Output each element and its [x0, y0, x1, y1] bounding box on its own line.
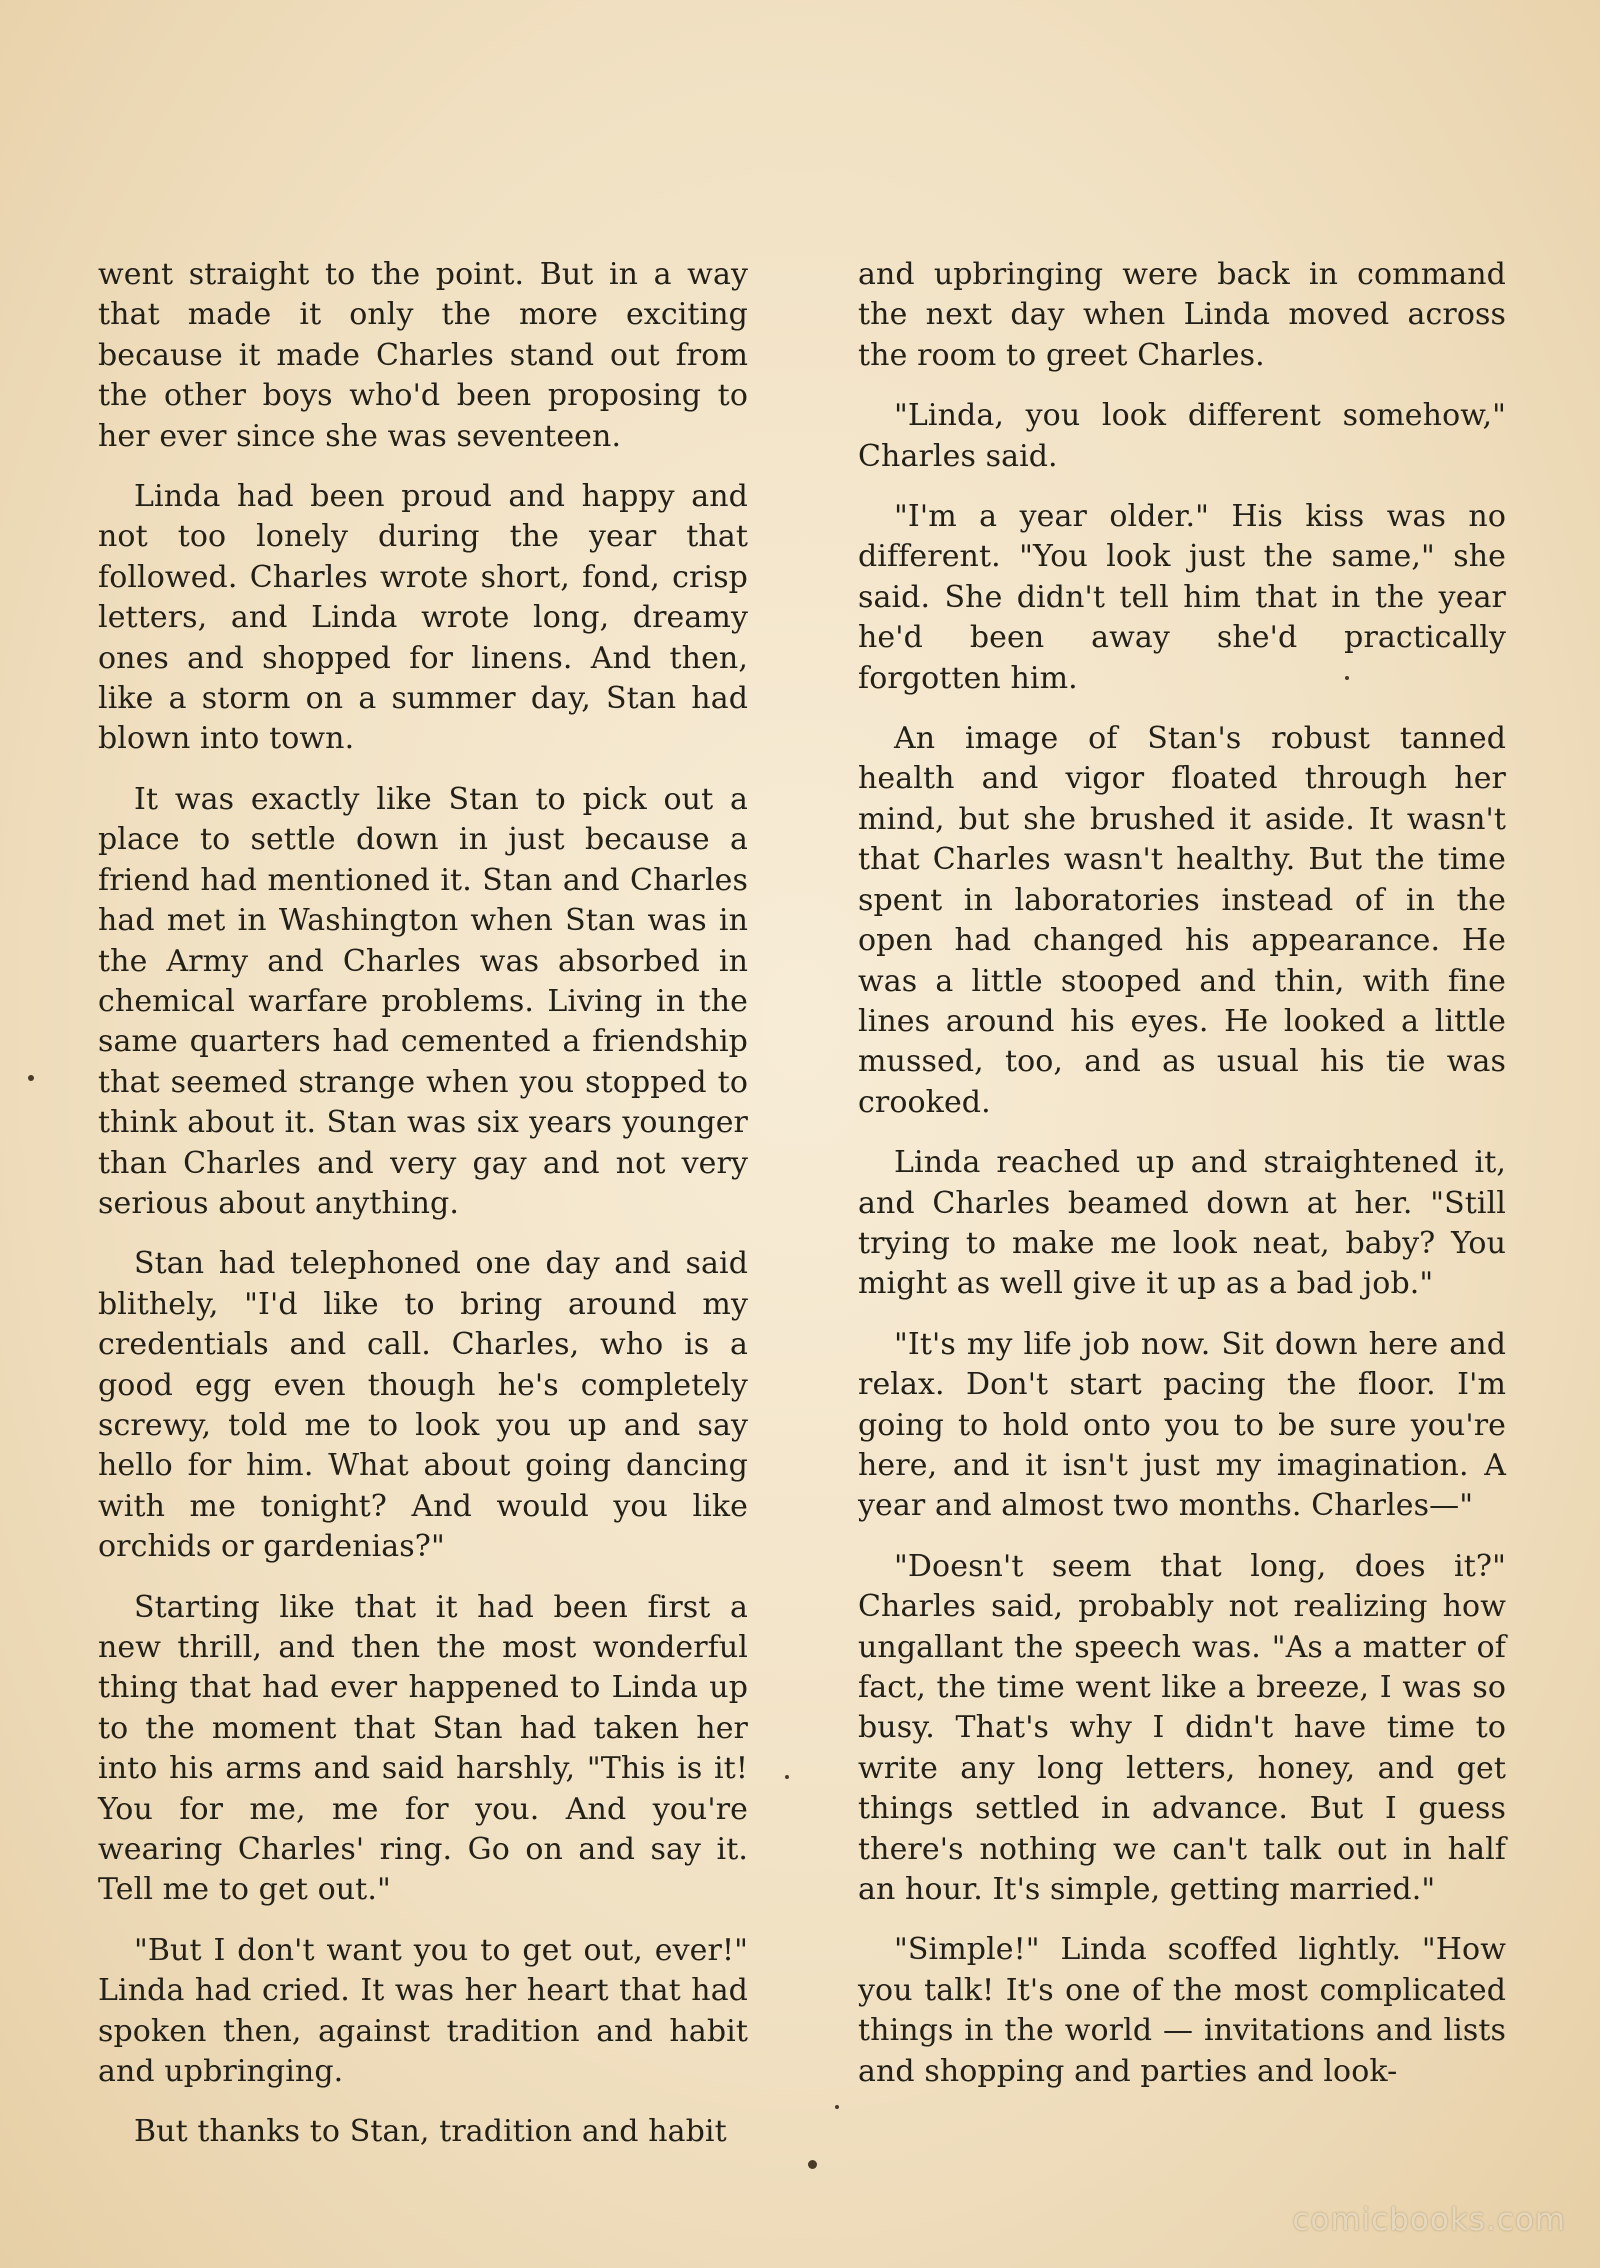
left-text-column — [98, 255, 748, 2153]
paragraph: "It's my life job now. Sit down here and relax. Don't start pacing the floor. I'm going to hold onto you to be sure you're here, and it isn't just my imagination. A year and almost two months. Charles—" — [858, 1326, 1506, 1524]
paper-speck — [785, 1775, 789, 1779]
paragraph: "But I don't want you to get out, ever!" Linda had cried. It was her heart that had spoken then, against tradition and habit and upbringing. — [98, 1932, 748, 2090]
paper-speck — [28, 1075, 34, 1081]
paragraph: Linda had been proud and happy and not too lonely during the year that followed. Charles wrote short, fond, crisp letters, and Linda wrote long, dreamy ones and shopped for linens. And then, like a storm on a summer day, Stan had blown into town. — [98, 479, 748, 757]
right-text-column — [858, 255, 1506, 2092]
paper-speck — [808, 2160, 817, 2169]
paragraph: It was exactly like Stan to pick out a place to settle down in just because a friend had mentioned it. Stan and Charles had met in Washington when Stan was in the Army and Charles was absorbed in chemical warfare problems. Living in the same quarters had cemented a friendship that seemed strange when you stopped to think about it. Stan was six years younger than Charles and very gay and not very serious about anything. — [98, 781, 748, 1221]
paragraph: Stan had telephoned one day and said blithely, "I'd like to bring around my credentials and call. Charles, who is a good egg even though he's completely screwy, told me to look you up and say hello for him. What about going dancing with me tonight? And would you like orchids or gardenias?" — [98, 1246, 748, 1565]
paragraph: went straight to the point. But in a way that made it only the more exciting because it made Charles stand out from the other boys who'd been proposing to her ever since she was seventeen. — [98, 257, 748, 454]
paragraph: "Simple!" Linda scoffed lightly. "How you talk! It's one of the most complicated things in the world — invitations and lists and shopping and parties and look- — [858, 1932, 1506, 2089]
paper-speck — [1345, 676, 1349, 680]
paragraph: Linda reached up and straightened it, and Charles beamed down at her. "Still trying to make me look neat, baby? You might as well give it up as a bad job." — [858, 1145, 1506, 1302]
paragraph: "Linda, you look different somehow," Charles said. — [858, 398, 1506, 474]
paper-speck — [835, 2105, 839, 2109]
paragraph: An image of Stan's robust tanned health and vigor floated through her mind, but she brushed it aside. It wasn't that Charles wasn't healthy. But the time spent in laboratories instead of in the open had changed his appearance. He was a little stooped and thin, with fine lines around his eyes. He looked a little mussed, too, and as usual his tie was crooked. — [858, 721, 1506, 1120]
paragraph: Starting like that it had been first a new thrill, and then the most wonderful thing that had ever happened to Linda up to the moment that Stan had taken her into his arms and said harshly, "This is it! You for me, me for you. And you're wearing Charles' ring. Go on and say it. Tell me to get out." — [98, 1589, 748, 1908]
paragraph: "Doesn't seem that long, does it?" Charles said, probably not realizing how ungallant the speech was. "As a matter of fact, the time went like a breeze, I was so busy. That's why I didn't have time to write any long letters, honey, and get things settled in advance. But I guess there's nothing we can't talk out in half an hour. It's simple, getting married." — [858, 1548, 1506, 1908]
paragraph: But thanks to Stan, tradition and habit — [134, 2114, 727, 2150]
watermark: comicbooks.com — [1292, 2202, 1566, 2238]
paragraph: "I'm a year older." His kiss was no different. "You look just the same," she said. She didn't tell him that in the year he'd been away she'd practically forgotten him. — [858, 499, 1506, 696]
paragraph: and upbringing were back in command the next day when Linda moved across the room to greet Charles. — [858, 257, 1506, 373]
